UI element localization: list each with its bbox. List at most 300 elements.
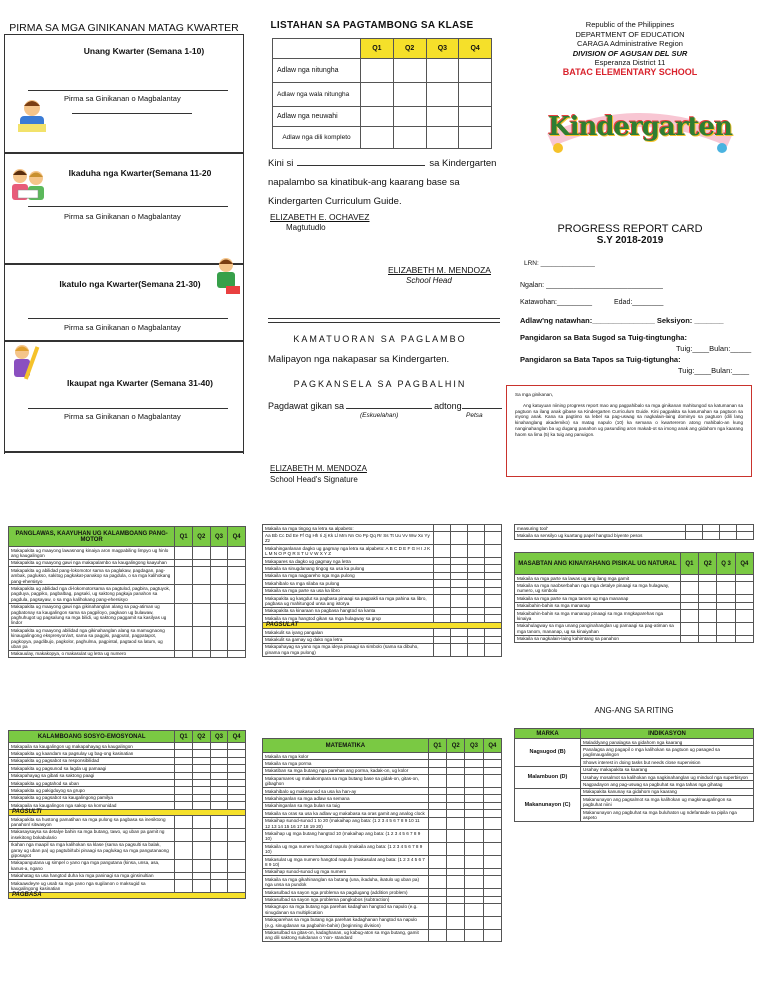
nature-row-mark-cell[interactable] (717, 595, 735, 602)
motor-row-mark-cell[interactable] (228, 585, 246, 603)
socio-row-mark-cell[interactable] (192, 787, 210, 794)
socio-row-mark-cell[interactable] (175, 787, 193, 794)
pagsulti-row-mark-cell[interactable] (175, 841, 193, 859)
motor-row-mark-cell[interactable] (192, 585, 210, 603)
pagsulat-row-mark-cell[interactable] (485, 643, 502, 656)
pagsulat-row-mark-cell[interactable] (451, 643, 468, 656)
math-row-mark-cell[interactable] (447, 795, 465, 802)
math-row-mark-cell[interactable] (447, 896, 465, 903)
math-row-mark-cell[interactable] (428, 903, 446, 916)
math-row-mark-cell[interactable] (483, 810, 501, 817)
nature-row-mark-cell[interactable] (680, 635, 698, 642)
motor-row (9, 567, 246, 585)
math-row-mark-cell[interactable] (465, 775, 483, 788)
measure-row-mark-cell[interactable] (737, 525, 754, 532)
math-row-mark-cell[interactable] (447, 802, 465, 809)
math-row-mark-cell[interactable] (465, 843, 483, 856)
nature-row-mark-cell[interactable] (717, 610, 735, 623)
literacy-row-mark-cell[interactable] (468, 525, 485, 532)
literacy-row-mark-cell[interactable] (451, 607, 468, 614)
nature-row-mark-cell[interactable] (680, 595, 698, 602)
pagsulti-row (9, 880, 246, 893)
socio-row-mark-cell[interactable] (175, 765, 193, 772)
math-row-mark-cell[interactable] (465, 795, 483, 802)
writing-child-illustration (212, 256, 242, 298)
motor-row-mark-cell[interactable] (175, 547, 193, 560)
math-row-mark-cell[interactable] (428, 788, 446, 795)
literacy-row-mark-cell[interactable] (434, 615, 451, 622)
literacy-row-mark-cell[interactable] (451, 595, 468, 608)
nature-title: MASABTAN ANG KINAIYAHANG PISIKAL UG NATURAL (515, 553, 681, 575)
motor-row-mark-cell[interactable] (210, 627, 228, 651)
math-row-mark-cell[interactable] (447, 788, 465, 795)
measure-row-mark-cell[interactable] (720, 525, 737, 532)
measure-row-mark-cell[interactable] (686, 525, 703, 532)
literacy-row-mark-cell[interactable] (485, 545, 502, 558)
literacy-row-mark-cell[interactable] (468, 580, 485, 587)
literacy-row-mark-cell[interactable] (434, 595, 451, 608)
pagsulti-row-mark-cell[interactable] (210, 816, 228, 829)
pagsulti-row-mark-cell[interactable] (192, 816, 210, 829)
pagsulti-row-mark-cell[interactable] (228, 859, 246, 872)
literacy-row-mark-cell[interactable] (468, 545, 485, 558)
literacy-row-mark-cell[interactable] (451, 572, 468, 579)
motor-row-mark-cell[interactable] (210, 585, 228, 603)
math-row-text: Makagrupo sa mga butang nga parehas kadaghan hangtod sa napulo (e.g. sinugdanan sa multiplication (263, 903, 429, 916)
motor-row-mark-cell[interactable] (228, 567, 246, 585)
literacy-row-mark-cell[interactable] (434, 587, 451, 594)
math-row (263, 760, 502, 767)
literacy-row-mark-cell[interactable] (434, 580, 451, 587)
socio-row-mark-cell[interactable] (228, 787, 246, 794)
socio-row-mark-cell[interactable] (210, 750, 228, 757)
motor-row-mark-cell[interactable] (210, 547, 228, 560)
pagsulti-row-mark-cell[interactable] (175, 880, 193, 893)
socio-row-mark-cell[interactable] (192, 794, 210, 801)
nature-row-mark-cell[interactable] (699, 595, 717, 602)
literacy-row-mark-cell[interactable] (468, 615, 485, 622)
math-row-mark-cell[interactable] (428, 868, 446, 875)
literacy-row-mark-cell[interactable] (434, 572, 451, 579)
math-row-mark-cell[interactable] (483, 788, 501, 795)
literacy-row-mark-cell[interactable] (434, 525, 451, 532)
rating-indikasyon: Shows interest in doing tasks but needs close supervision (581, 759, 754, 766)
pagsulti-row-text: Makapakita sa hustong pamatihan sa mga pulong sa pagbasa sa inesiktong panahon/ sitwasyon (9, 816, 175, 829)
pagsulti-row-mark-cell[interactable] (192, 859, 210, 872)
pagsulat-row (263, 636, 502, 643)
math-row-mark-cell[interactable] (447, 817, 465, 830)
math-row-mark-cell[interactable] (465, 810, 483, 817)
measure-row-mark-cell[interactable] (703, 525, 720, 532)
math-row-mark-cell[interactable] (483, 896, 501, 903)
pagsulti-row-mark-cell[interactable] (228, 872, 246, 879)
pagsulti-row-mark-cell[interactable] (192, 880, 210, 893)
pagsulti-row-mark-cell[interactable] (210, 841, 228, 859)
math-row (263, 767, 502, 774)
nature-row-mark-cell[interactable] (680, 610, 698, 623)
socio-row-mark-cell[interactable] (175, 757, 193, 764)
math-row-mark-cell[interactable] (447, 903, 465, 916)
socio-row-mark-cell[interactable] (210, 743, 228, 750)
math-row-mark-cell[interactable] (428, 929, 446, 942)
nature-row-mark-cell[interactable] (699, 575, 717, 582)
math-row-mark-cell[interactable] (483, 856, 501, 869)
math-row-mark-cell[interactable] (447, 767, 465, 774)
attendance-title: LISTAHAN SA PAGTAMBONG SA KLASE (270, 20, 474, 31)
nature-row-mark-cell[interactable] (717, 602, 735, 609)
literacy-row-mark-cell[interactable] (451, 558, 468, 565)
nature-row-mark-cell[interactable] (717, 622, 735, 635)
motor-row-mark-cell[interactable] (228, 650, 246, 657)
socio-row-mark-cell[interactable] (228, 750, 246, 757)
math-row-mark-cell[interactable] (447, 843, 465, 856)
socio-row-mark-cell[interactable] (228, 794, 246, 801)
motor-row-mark-cell[interactable] (192, 650, 210, 657)
pagsulat-row-mark-cell[interactable] (468, 629, 485, 636)
literacy-row-text: Makaila sa mga nagpareho nga mga pulong (263, 572, 434, 579)
literacy-row-mark-cell[interactable] (485, 607, 502, 614)
promotion-title: KAMATUORAN SA PAGLAMBO (293, 334, 467, 344)
nature-row-mark-cell[interactable] (735, 622, 753, 635)
parent-signature-title: PIRMA SA MGA GINIKANAN MATAG KWARTER (9, 22, 239, 34)
literacy-row-mark-cell[interactable] (451, 565, 468, 572)
nature-row-mark-cell[interactable] (680, 602, 698, 609)
measure-row-mark-cell[interactable] (686, 532, 703, 539)
math-row-mark-cell[interactable] (428, 889, 446, 896)
math-row-mark-cell[interactable] (465, 788, 483, 795)
nature-row-mark-cell[interactable] (735, 602, 753, 609)
socio-row-mark-cell[interactable] (192, 765, 210, 772)
motor-row-mark-cell[interactable] (192, 547, 210, 560)
motor-row-mark-cell[interactable] (175, 650, 193, 657)
literacy-row-mark-cell[interactable] (485, 580, 502, 587)
math-row-mark-cell[interactable] (447, 889, 465, 896)
nature-row-mark-cell[interactable] (735, 575, 753, 582)
nature-row-mark-cell[interactable] (699, 622, 717, 635)
motor-row-mark-cell[interactable] (192, 627, 210, 651)
math-row-mark-cell[interactable] (428, 843, 446, 856)
literacy-row-mark-cell[interactable] (451, 587, 468, 594)
socio-row-mark-cell[interactable] (228, 802, 246, 809)
literacy-row-mark-cell[interactable] (451, 615, 468, 622)
pagsulti-row-text: Makahatag sa usa hangtod duha ka mga paninagi sa mga ginsinultian (9, 872, 175, 879)
pagsulti-row-mark-cell[interactable] (210, 828, 228, 841)
parent-letter-box (506, 385, 752, 477)
math-row-mark-cell[interactable] (483, 903, 501, 916)
motor-row-mark-cell[interactable] (228, 547, 246, 560)
socio-row-mark-cell[interactable] (175, 743, 193, 750)
motor-row-mark-cell[interactable] (175, 603, 193, 627)
socio-row-mark-cell[interactable] (210, 794, 228, 801)
math-row-mark-cell[interactable] (428, 830, 446, 843)
math-row-mark-cell[interactable] (447, 753, 465, 760)
literacy-row-mark-cell[interactable] (485, 558, 502, 565)
socio-row-mark-cell[interactable] (228, 772, 246, 779)
math-row-mark-cell[interactable] (428, 896, 446, 903)
literacy-row (263, 595, 502, 608)
socio-row-mark-cell[interactable] (210, 757, 228, 764)
math-row-mark-cell[interactable] (483, 795, 501, 802)
math-row-text: Makaihap sunod-sunod ug mga numero (263, 868, 429, 875)
pagsulat-row-mark-cell[interactable] (434, 643, 451, 656)
republic-label: Republic of the Philippines (585, 20, 675, 29)
att-col-q1: Q1 (361, 39, 394, 59)
nature-row-mark-cell[interactable] (699, 602, 717, 609)
math-row-mark-cell[interactable] (465, 856, 483, 869)
socio-title: KALAMBOANG SOSYO-EMOSYONAL (9, 731, 175, 743)
literacy-row-mark-cell[interactable] (434, 607, 451, 614)
nature-row-mark-cell[interactable] (680, 582, 698, 595)
socio-row-mark-cell[interactable] (228, 757, 246, 764)
socio-row-mark-cell[interactable] (192, 743, 210, 750)
math-col-q1: Q1 (428, 739, 446, 753)
literacy-row-mark-cell[interactable] (485, 595, 502, 608)
literacy-row-mark-cell[interactable] (434, 532, 451, 545)
pagsulat-row-text: Makakulit sa gamay ug dako nga letra (263, 636, 434, 643)
pagsulti-row-mark-cell[interactable] (228, 880, 246, 893)
nature-row-mark-cell[interactable] (735, 595, 753, 602)
pagsulti-row-mark-cell[interactable] (210, 880, 228, 893)
literacy-row-mark-cell[interactable] (468, 607, 485, 614)
nature-row-mark-cell[interactable] (699, 610, 717, 623)
math-row-mark-cell[interactable] (465, 817, 483, 830)
math-row-mark-cell[interactable] (447, 868, 465, 875)
socio-col-q3: Q3 (210, 731, 228, 743)
motor-row-mark-cell[interactable] (210, 567, 228, 585)
socio-row-mark-cell[interactable] (228, 780, 246, 787)
literacy-row-mark-cell[interactable] (485, 525, 502, 532)
motor-row-mark-cell[interactable] (228, 559, 246, 566)
literacy-row-mark-cell[interactable] (451, 532, 468, 545)
math-row-mark-cell[interactable] (447, 775, 465, 788)
math-row-mark-cell[interactable] (447, 876, 465, 889)
math-row-mark-cell[interactable] (465, 753, 483, 760)
math-row-mark-cell[interactable] (447, 856, 465, 869)
nature-row (515, 610, 754, 623)
math-row-mark-cell[interactable] (465, 929, 483, 942)
math-row-mark-cell[interactable] (465, 767, 483, 774)
att-row-late: Adlaw nga neuwahi (273, 107, 361, 127)
math-row-mark-cell[interactable] (428, 753, 446, 760)
math-row-mark-cell[interactable] (483, 843, 501, 856)
literacy-row-mark-cell[interactable] (485, 565, 502, 572)
pagsulti-row-mark-cell[interactable] (192, 828, 210, 841)
literacy-row-mark-cell[interactable] (468, 587, 485, 594)
literacy-row-mark-cell[interactable] (468, 565, 485, 572)
nature-row-mark-cell[interactable] (699, 635, 717, 642)
pagsulti-row-mark-cell[interactable] (175, 816, 193, 829)
math-row-mark-cell[interactable] (483, 760, 501, 767)
math-row-mark-cell[interactable] (483, 830, 501, 843)
nature-row-mark-cell[interactable] (680, 622, 698, 635)
literacy-row-mark-cell[interactable] (485, 532, 502, 545)
literacy-row-mark-cell[interactable] (485, 587, 502, 594)
motor-row-mark-cell[interactable] (175, 567, 193, 585)
math-row-mark-cell[interactable] (428, 856, 446, 869)
pagsulti-row-mark-cell[interactable] (228, 841, 246, 859)
pagsulti-row-mark-cell[interactable] (175, 859, 193, 872)
socio-row-mark-cell[interactable] (175, 794, 193, 801)
pagsulti-row (9, 816, 246, 829)
motor-row-mark-cell[interactable] (175, 559, 193, 566)
literacy-row-mark-cell[interactable] (468, 595, 485, 608)
motor-row-mark-cell[interactable] (192, 567, 210, 585)
literacy-row-mark-cell[interactable] (485, 572, 502, 579)
math-row-mark-cell[interactable] (465, 903, 483, 916)
math-row-mark-cell[interactable] (465, 760, 483, 767)
nature-row-mark-cell[interactable] (680, 575, 698, 582)
math-row-mark-cell[interactable] (483, 802, 501, 809)
pagsulat-row-mark-cell[interactable] (434, 636, 451, 643)
pagsulti-row-mark-cell[interactable] (192, 841, 210, 859)
nature-row-mark-cell[interactable] (699, 582, 717, 595)
literacy-row-mark-cell[interactable] (434, 545, 451, 558)
pagsulat-row-mark-cell[interactable] (451, 636, 468, 643)
math-row-mark-cell[interactable] (428, 795, 446, 802)
literacy-row-mark-cell[interactable] (468, 558, 485, 565)
socio-row-mark-cell[interactable] (210, 787, 228, 794)
certification-line-3: Kindergarten Curriculum Guide. (268, 196, 402, 207)
measure-row-mark-cell[interactable] (720, 532, 737, 539)
quarter-3-title: Ikatulo nga Kwarter(Semana 21-30) (59, 279, 201, 289)
math-row-mark-cell[interactable] (483, 929, 501, 942)
socio-row-mark-cell[interactable] (210, 780, 228, 787)
school-year: S.Y 2018-2019 (596, 235, 664, 246)
literacy-row-mark-cell[interactable] (468, 572, 485, 579)
motor-row-mark-cell[interactable] (192, 559, 210, 566)
math-row-mark-cell[interactable] (465, 868, 483, 875)
motor-row-mark-cell[interactable] (210, 650, 228, 657)
socio-row-mark-cell[interactable] (192, 757, 210, 764)
rating-indikasyon: Usahay mosalmot sa kalihokan nga nagkinahanglan ug minduol nga superbisyon (581, 774, 754, 781)
math-row-mark-cell[interactable] (465, 889, 483, 896)
math-row-mark-cell[interactable] (483, 868, 501, 875)
pagsulat-row-mark-cell[interactable] (485, 629, 502, 636)
socio-row-mark-cell[interactable] (228, 743, 246, 750)
socio-row-mark-cell[interactable] (210, 772, 228, 779)
pagsulat-row-mark-cell[interactable] (434, 629, 451, 636)
math-row-mark-cell[interactable] (465, 916, 483, 929)
math-row-text: Makaihap sunod-sunod 1 to 20 (makaihap ang bata: (1 2 3 4 5 6 7 8 9 10 11 12 13 14 15 16 17 18 19 20) (263, 817, 429, 830)
math-row-mark-cell[interactable] (483, 817, 501, 830)
math-row-mark-cell[interactable] (428, 802, 446, 809)
math-row-mark-cell[interactable] (428, 775, 446, 788)
math-row-mark-cell[interactable] (465, 802, 483, 809)
literacy-row-mark-cell[interactable] (451, 580, 468, 587)
literacy-row-mark-cell[interactable] (451, 545, 468, 558)
math-row-mark-cell[interactable] (465, 876, 483, 889)
end-age-year-month: Tuig:____Bulan:____ (678, 366, 750, 375)
literacy-row-mark-cell[interactable] (485, 615, 502, 622)
motor-row-mark-cell[interactable] (192, 603, 210, 627)
petsa-label: Petsa (466, 412, 483, 419)
pagsulti-row-mark-cell[interactable] (175, 828, 193, 841)
math-row-mark-cell[interactable] (465, 830, 483, 843)
math-row-mark-cell[interactable] (428, 817, 446, 830)
socio-row-mark-cell[interactable] (192, 780, 210, 787)
math-row-mark-cell[interactable] (483, 767, 501, 774)
literacy-row-mark-cell[interactable] (451, 525, 468, 532)
literacy-row (263, 525, 502, 532)
motor-row-mark-cell[interactable] (175, 627, 193, 651)
measure-row-mark-cell[interactable] (737, 532, 754, 539)
pagsulat-row-mark-cell[interactable] (468, 636, 485, 643)
socio-row-mark-cell[interactable] (210, 765, 228, 772)
motor-row-mark-cell[interactable] (228, 603, 246, 627)
socio-row-mark-cell[interactable] (228, 765, 246, 772)
math-row-mark-cell[interactable] (483, 889, 501, 896)
math-row-mark-cell[interactable] (447, 916, 465, 929)
literacy-row-mark-cell[interactable] (434, 565, 451, 572)
socio-row-mark-cell[interactable] (175, 780, 193, 787)
math-row-mark-cell[interactable] (447, 929, 465, 942)
pagsulat-row-mark-cell[interactable] (468, 643, 485, 656)
pagsulti-row-mark-cell[interactable] (228, 816, 246, 829)
pagsulti-row-mark-cell[interactable] (210, 872, 228, 879)
measure-row-text: measuring tool' (515, 525, 686, 532)
socio-row-mark-cell[interactable] (192, 772, 210, 779)
math-row-mark-cell[interactable] (447, 830, 465, 843)
pagsulat-row-mark-cell[interactable] (485, 636, 502, 643)
literacy-table (262, 524, 502, 657)
pagsulti-row-mark-cell[interactable] (210, 859, 228, 872)
pagsulti-row-mark-cell[interactable] (175, 872, 193, 879)
nature-row-mark-cell[interactable] (735, 610, 753, 623)
math-row-text: Makahinganlan sa mga bulan sa tuig (263, 802, 429, 809)
motor-row-mark-cell[interactable] (210, 603, 228, 627)
quarter-4-title: Ikaupat nga Kwarter (Semana 31-40) (67, 378, 213, 388)
math-row-mark-cell[interactable] (428, 810, 446, 817)
measure-row-mark-cell[interactable] (703, 532, 720, 539)
literacy-row-mark-cell[interactable] (434, 558, 451, 565)
math-row-mark-cell[interactable] (428, 767, 446, 774)
nature-row-mark-cell[interactable] (735, 635, 753, 642)
pagsulat-row-mark-cell[interactable] (451, 629, 468, 636)
math-row-mark-cell[interactable] (428, 876, 446, 889)
pagsulti-row-mark-cell[interactable] (228, 828, 246, 841)
socio-row-mark-cell[interactable] (175, 802, 193, 809)
math-row-mark-cell[interactable] (447, 760, 465, 767)
nature-row-mark-cell[interactable] (717, 582, 735, 595)
math-row (263, 802, 502, 809)
nature-row-mark-cell[interactable] (717, 635, 735, 642)
att-col-q3: Q3 (426, 39, 459, 59)
socio-row-mark-cell[interactable] (175, 750, 193, 757)
motor-row-mark-cell[interactable] (228, 627, 246, 651)
math-row-text: Makaila sa mga porma (263, 760, 429, 767)
motor-row-mark-cell[interactable] (175, 585, 193, 603)
math-row-mark-cell[interactable] (465, 896, 483, 903)
pagsulti-row-mark-cell[interactable] (192, 872, 210, 879)
math-row-mark-cell[interactable] (428, 916, 446, 929)
socio-row-mark-cell[interactable] (192, 750, 210, 757)
math-row-mark-cell[interactable] (483, 753, 501, 760)
nature-row-mark-cell[interactable] (735, 582, 753, 595)
nature-row-mark-cell[interactable] (717, 575, 735, 582)
math-row-mark-cell[interactable] (483, 876, 501, 889)
socio-row-text: Makapakita ug pagsabot sa responsibilidad (9, 757, 175, 764)
district-label: Esperanza District 11 (594, 58, 666, 67)
literacy-row-mark-cell[interactable] (468, 532, 485, 545)
socio-row-mark-cell[interactable] (192, 802, 210, 809)
math-row-mark-cell[interactable] (447, 810, 465, 817)
math-row-mark-cell[interactable] (483, 916, 501, 929)
socio-row-mark-cell[interactable] (175, 772, 193, 779)
socio-row-mark-cell[interactable] (210, 802, 228, 809)
math-row-mark-cell[interactable] (428, 760, 446, 767)
math-row-mark-cell[interactable] (483, 775, 501, 788)
motor-row-mark-cell[interactable] (210, 559, 228, 566)
